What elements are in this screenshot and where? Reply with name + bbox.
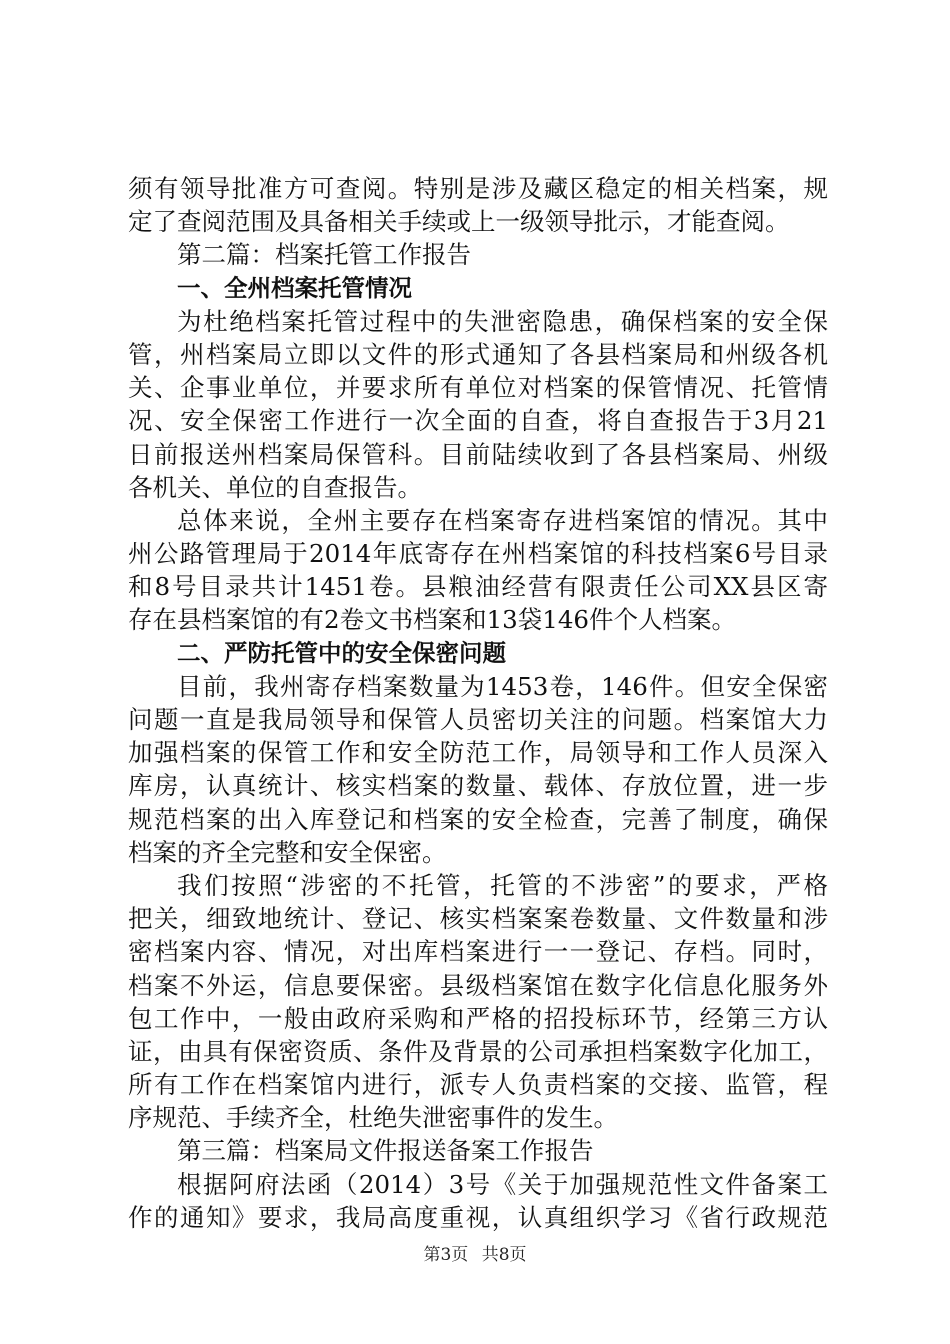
paragraph-line: 我们按照“涉密的不托管，托管的不涉密”的要求，严格 (177, 870, 828, 900)
heading-1: 一、全州档案托管情况 (177, 273, 412, 302)
paragraph-line: 档案的齐全完整和安全保密。 (128, 837, 447, 867)
paragraph-line: 所有工作在档案馆内进行，派专人负责档案的交接、监管，程 (128, 1070, 828, 1100)
heading-2: 二、严防托管中的安全保密问题 (177, 638, 506, 667)
paragraph-line: 根据阿府法函（2014）3号《关于加强规范性文件备案工 (177, 1169, 828, 1199)
paragraph-line: 包工作中，一般由政府采购和严格的招投标环节，经第三方认 (128, 1003, 828, 1033)
paragraph-line: 和8号目录共计1451卷。县粮油经营有限责任公司XX县区寄 (128, 572, 828, 602)
paragraph-line: 州公路管理局于2014年底寄存在州档案馆的科技档案6号目录 (128, 539, 828, 569)
section-title-part-3: 第三篇：档案局文件报送备案工作报告 (177, 1136, 594, 1166)
paragraph-line: 证，由具有保密资质、条件及背景的公司承担档案数字化加工， (128, 1036, 828, 1066)
paragraph-line: 把关，细致地统计、登记、核实档案案卷数量、文件数量和涉 (128, 904, 828, 934)
paragraph-line: 定了查阅范围及具备相关手续或上一级领导批示，才能查阅。 (128, 207, 790, 237)
document-body (128, 172, 828, 1234)
paragraph-line: 序规范、手续齐全，杜绝失泄密事件的发生。 (128, 1103, 618, 1133)
paragraph-line: 总体来说，全州主要存在档案寄存进档案馆的情况。其中 (177, 505, 828, 535)
page-footer (0, 1240, 950, 1265)
paragraph-line: 档案不外运，信息要保密。县级档案馆在数字化信息化服务外 (128, 970, 828, 1000)
page-total: 共8页 (481, 1245, 527, 1265)
paragraph-line: 为杜绝档案托管过程中的失泄密隐患，确保档案的安全保 (177, 306, 828, 336)
paragraph-line: 密档案内容、情况，对出库档案进行一一登记、存档。同时， (128, 937, 828, 967)
paragraph-line: 须有领导批准方可查阅。特别是涉及藏区稳定的相关档案，规 (128, 174, 828, 203)
page-number: 第3页 (423, 1245, 469, 1265)
paragraph-line: 存在县档案馆的有2卷文书档案和13袋146件个人档案。 (128, 605, 737, 635)
paragraph-line: 各机关、单位的自查报告。 (128, 472, 422, 502)
paragraph-line: 规范档案的出入库登记和档案的安全检查，完善了制度，确保 (128, 804, 828, 834)
paragraph-line: 日前报送州档案局保管科。目前陆续收到了各县档案局、州级 (128, 439, 828, 469)
paragraph-line: 库房，认真统计、核实档案的数量、载体、存放位置，进一步 (128, 771, 828, 801)
paragraph-line: 加强档案的保管工作和安全防范工作，局领导和工作人员深入 (128, 738, 828, 768)
paragraph-line: 目前，我州寄存档案数量为1453卷，146件。但安全保密 (177, 671, 828, 701)
paragraph-line: 作的通知》要求，我局高度重视，认真组织学习《省行政规范 (128, 1202, 828, 1232)
section-title-part-2: 第二篇：档案托管工作报告 (177, 240, 471, 270)
paragraph-line: 关、企事业单位，并要求所有单位对档案的保管情况、托管情 (128, 373, 828, 403)
paragraph-line: 况、安全保密工作进行一次全面的自查，将自查报告于3月21 (128, 406, 828, 436)
paragraph-line: 问题一直是我局领导和保管人员密切关注的问题。档案馆大力 (128, 705, 828, 734)
paragraph-line: 管，州档案局立即以文件的形式通知了各县档案局和州级各机 (128, 339, 828, 369)
